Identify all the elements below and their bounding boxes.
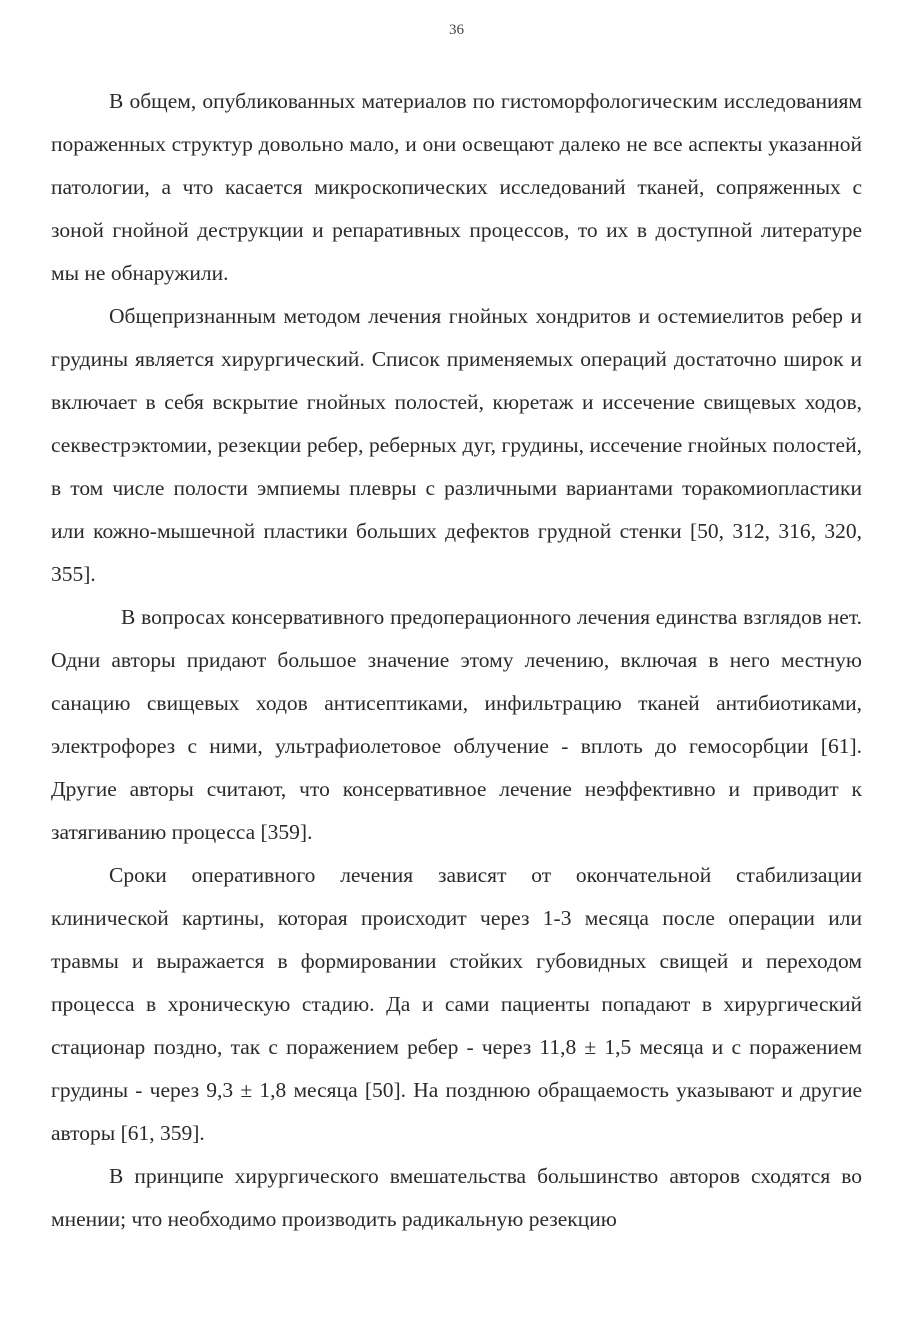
paragraph: В общем, опубликованных материалов по гистоморфологическим исследованиям пораженных структур довольно мало, и они освещают далеко не все аспекты указанной патологии, а что касается микроскопических исследований тканей, сопряженных с зоной гнойной деструкции и репаративных процессов, то их в доступной литературе мы не обнаружили.	[51, 89, 862, 285]
page-number: 36	[449, 22, 464, 38]
paragraph: В принципе хирургического вмешательства большинство авторов сходятся во мнении; что необходимо производить радикальную резекцию	[51, 1164, 862, 1231]
paragraph: Сроки оперативного лечения зависят от окончательной стабилизации клинической картины, которая происходит через 1-3 месяца после операции или травмы и выражается в формировании стойких губовидных свищей и переходом процесса в хроническую стадию. Да и сами пациенты попадают в хирургический стационар поздно, так с поражением ребер - через 11,8 ± 1,5 месяца и с поражением грудины - через 9,3 ± 1,8 месяца [50]. На позднюю обращаемость указывают и другие авторы [61, 359].	[51, 863, 862, 1145]
paragraph: В вопросах консервативного предоперационного лечения единства взглядов нет. Одни авторы придают большое значение этому лечению, включая в него местную санацию свищевых ходов антисептиками, инфильтрацию тканей антибиотиками, электрофорез с ними, ультрафиолетовое облучение - вплоть до гемосорбции [61]. Другие авторы считают, что консервативное лечение неэффективно и приводит к затягиванию процесса [359].	[51, 605, 862, 844]
document-body	[51, 80, 862, 1241]
paragraph: Общепризнанным методом лечения гнойных хондритов и остемиелитов ребер и грудины является хирургический. Список применяемых операций достаточно широк и включает в себя вскрытие гнойных полостей, кюретаж и иссечение свищевых ходов, секвестрэктомии, резекции ребер, реберных дуг, грудины, иссечение гнойных полостей, в том числе полости эмпиемы плевры с различными вариантами торакомиопластики или кожно-мышечной пластики больших дефектов грудной стенки [50, 312, 316, 320, 355].	[51, 304, 862, 586]
